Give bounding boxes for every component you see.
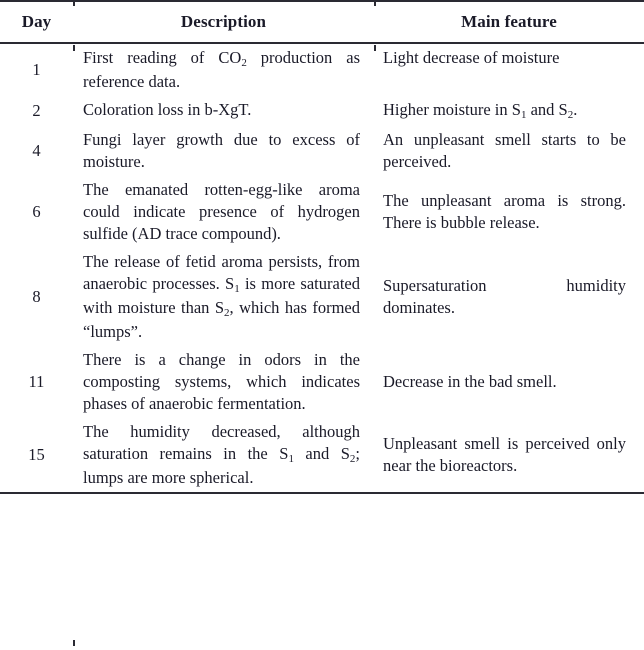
cell-description: The release of fetid aroma persists, from anaerobic processes. $S_1$ is more saturated with moisture than $S_2$, which has formed “lumps”. xyxy=(83,252,360,341)
table-row xyxy=(0,418,644,493)
cell-description: The emanated rotten-egg-like aroma could indicate presence of hydrogen sulfide (AD trace compound). xyxy=(83,180,360,243)
cell-day: 8 xyxy=(32,287,41,306)
cell-description: First reading of $CO_2$ production as reference data. xyxy=(83,48,361,91)
table-row xyxy=(0,43,644,96)
cell-day: 1 xyxy=(32,60,41,79)
cell-day: 15 xyxy=(28,445,45,464)
subscript: 2 xyxy=(241,57,247,69)
column-tick-top-desc xyxy=(73,1,75,6)
cell-main-feature: Decrease in the bad smell. xyxy=(383,372,557,391)
column-tick-header-feat xyxy=(374,45,376,51)
cell-description: Fungi layer growth due to excess of moisture. xyxy=(83,130,360,171)
column-header-main-feature: Main feature xyxy=(461,12,557,31)
table-row xyxy=(0,126,644,176)
cell-day: 11 xyxy=(28,372,45,391)
cell-description: There is a change in odors in the composting systems, which indicates phases of anaerobic fermentation. xyxy=(83,350,360,413)
cell-main-feature: Supersaturation humidity dominates. xyxy=(383,276,626,317)
table-header-row xyxy=(0,1,644,43)
table-body xyxy=(0,43,644,493)
cell-description: The humidity decreased, although saturation remains in the $S_1$ and $S_2$; lumps are more spherical. xyxy=(83,422,361,487)
column-tick-top-feat xyxy=(374,1,376,6)
subscript: 2 xyxy=(224,307,230,319)
table-row xyxy=(0,346,644,418)
table-row xyxy=(0,248,644,346)
column-header-day: Day xyxy=(21,12,52,31)
cell-main-feature: The unpleasant aroma is strong. There is bubble release. xyxy=(383,191,626,232)
cell-day: 6 xyxy=(32,202,41,221)
subscript: 2 xyxy=(349,453,356,465)
table-row xyxy=(0,176,644,248)
subscript: 2 xyxy=(567,109,574,121)
subscript: 1 xyxy=(234,283,240,295)
table-row xyxy=(0,96,644,126)
column-header-description: Description xyxy=(180,12,267,31)
cell-main-feature: Higher moisture in $S_1$ and $S_2$. xyxy=(383,100,578,121)
subscript: 1 xyxy=(520,109,527,121)
cell-day: 4 xyxy=(32,141,41,160)
column-tick-header-desc xyxy=(73,45,75,51)
cell-main-feature: Unpleasant smell is perceived only near the bioreactors. xyxy=(383,434,626,475)
subscript: 1 xyxy=(288,453,294,465)
cell-main-feature: Light decrease of moisture xyxy=(383,48,560,67)
cell-main-feature: An unpleasant smell starts to be perceived. xyxy=(383,130,626,171)
cell-description: Coloration loss in b-XgT. xyxy=(83,100,252,119)
column-tick-bottom-desc xyxy=(73,640,75,646)
table-head xyxy=(0,1,644,43)
cell-day: 2 xyxy=(32,101,41,120)
